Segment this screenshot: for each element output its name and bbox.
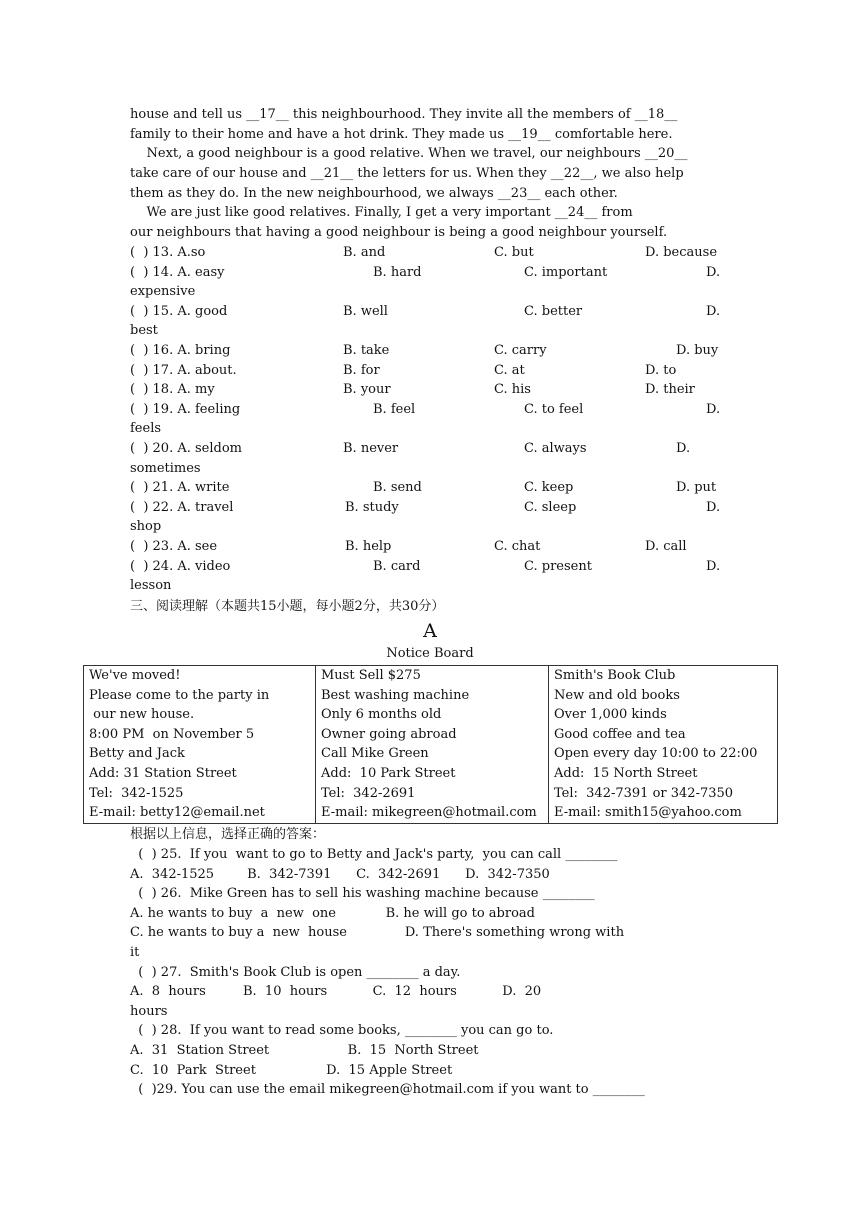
cloze-option-c: C. present [524,558,592,574]
passage-line: Next, a good neighbour is a good relative. When we travel, our neighbours __20__ [130,146,688,161]
cloze-question-option-a: ( ) 16. A. bring [130,343,231,358]
cloze-option-c: C. at [494,362,525,378]
cloze-question-option-a: ( ) 19. A. feeling [130,401,241,417]
question-line: A. he wants to buy a new one B. he will go to abroad [130,905,535,921]
cloze-option-d: D. because [645,245,718,260]
notice-line: Add: 15 North Street [554,765,698,781]
cloze-option-c: C. better [524,303,583,319]
cloze-option-d: D. buy [676,343,719,358]
cloze-option-c: C. carry [494,343,547,358]
question-line: A. 342-1525 B. 342-7391 C. 342-2691 D. 342-7350 [130,866,550,882]
cloze-question-option-a: ( ) 24. A. video [130,558,231,574]
notice-line: Please come to the party in [89,687,270,703]
cloze-option-b: B. for [343,362,380,378]
question-line: hours [130,1003,168,1019]
cloze-question-option-a: ( ) 14. A. easy [130,264,225,280]
question-line: ( )29. You can use the email mikegreen@hotmail.com if you want to ________ [130,1082,645,1098]
cloze-option-b: B. and [343,245,386,260]
cloze-option-d: D. to [645,362,677,378]
notice-line: Must Sell $275 [321,668,421,683]
cloze-option-d: D. put [676,480,717,496]
notice-line: Only 6 months old [321,707,442,723]
question-line: it [130,945,140,960]
cloze-option-b: B. study [345,499,399,515]
passage-line: them as they do. In the new neighbourhood, we always __23__ each other. [130,186,618,201]
cloze-option-c: C. always [524,441,587,456]
notice-board-title: Notice Board [386,646,474,661]
cloze-question-option-a: ( ) 18. A. my [130,382,215,398]
cloze-option-b: B. never [343,441,399,456]
passage-line: our neighbours that having a good neighbour is being a good neighbour yourself. [130,225,668,240]
passage-line: family to their home and have a hot drink. They made us __19__ comfortable here. [130,127,673,142]
cloze-option-d: D. call [645,539,687,554]
notice-board-table [83,665,778,824]
cloze-option-b: B. send [373,480,422,496]
notice-line: Call Mike Green [321,746,429,762]
cloze-option-c: C. important [524,264,608,280]
notice-line: Good coffee and tea [554,726,686,742]
cloze-option-b: B. well [343,303,388,319]
cloze-option-d-wrap: feels [130,421,162,437]
question-line: A. 31 Station Street B. 15 North Street [130,1043,479,1058]
instructions: 根据以上信息，选择正确的答案： [130,827,326,842]
question-line: C. 10 Park Street D. 15 Apple Street [130,1062,453,1078]
cloze-option-d: D. [706,303,721,319]
cloze-option-c: C. sleep [524,499,577,515]
cloze-question-option-a: ( ) 13. A.so [130,245,206,260]
cloze-question-option-a: ( ) 23. A. see [130,539,218,554]
question-line: ( ) 28. If you want to read some books, ________ you can go to. [130,1023,554,1039]
cloze-option-d: D. [706,401,721,417]
notice-line: New and old books [554,687,680,703]
notice-line: We've moved! [89,668,181,683]
notice-line: Smith's Book Club [554,668,676,683]
notice-line: Betty and Jack [89,746,185,762]
notice-line: Tel: 342-7391 or 342-7350 [554,785,734,801]
question-line: C. he wants to buy a new house D. There's something wrong with [130,925,625,941]
cloze-option-b: B. your [343,382,391,398]
cloze-option-d-wrap: best [130,323,158,339]
notice-washing-machine [316,666,549,824]
notice-email: E-mail: mikegreen@hotmail.com [321,805,537,821]
cloze-question-option-a: ( ) 22. A. travel [130,499,234,515]
notice-line: Over 1,000 kinds [554,707,667,723]
notice-email: E-mail: betty12@email.net [89,805,265,821]
question-line: ( ) 26. Mike Green has to sell his washing machine because ________ [130,886,595,902]
cloze-option-d-wrap: expensive [130,284,196,300]
cloze-question-option-a: ( ) 20. A. seldom [130,441,242,456]
cloze-option-d-wrap: shop [130,519,162,535]
cloze-option-c: C. to feel [524,401,584,417]
cloze-option-c: C. chat [494,539,541,554]
notice-line: Open every day 10:00 to 22:00 [554,746,758,762]
notice-line: Tel: 342-1525 [89,785,184,801]
cloze-option-b: B. help [345,539,392,554]
passage-line: We are just like good relatives. Finally, I get a very important __24__ from [130,205,633,220]
notice-line: our new house. [89,707,195,723]
passage-line: house and tell us __17__ this neighbourhood. They invite all the members of __18__ [130,107,678,122]
cloze-option-d: D. [676,441,691,456]
cloze-option-d: D. [706,558,721,574]
notice-line: Best washing machine [321,687,470,703]
cloze-option-d-wrap: lesson [130,578,172,594]
cloze-option-c: C. keep [524,480,574,496]
cloze-option-b: B. card [373,558,421,574]
cloze-option-b: B. take [343,343,390,358]
cloze-option-c: C. his [494,382,531,398]
cloze-question-option-a: ( ) 17. A. about. [130,362,237,378]
notice-email: E-mail: smith15@yahoo.com [554,805,742,821]
cloze-option-b: B. hard [373,264,422,280]
notice-party [84,666,316,824]
question-line: ( ) 25. If you want to go to Betty and Jack's party, you can call ________ [130,847,618,862]
cloze-option-d: D. their [645,382,695,398]
cloze-option-d-wrap: sometimes [130,460,201,476]
notice-line: Owner going abroad [321,726,457,742]
cloze-option-d: D. [706,499,721,515]
cloze-question-option-a: ( ) 21. A. write [130,480,230,496]
passage-line: take care of our house and __21__ the letters for us. When they __22__, we also help [130,166,684,181]
notice-line: 8:00 PM on November 5 [89,726,255,742]
notice-line: Tel: 342-2691 [321,785,416,801]
question-line: ( ) 27. Smith's Book Club is open ________ a day. [130,964,461,980]
cloze-option-c: C. but [494,245,534,260]
cloze-option-b: B. feel [373,401,416,417]
cloze-question-option-a: ( ) 15. A. good [130,303,228,319]
cloze-option-d: D. [706,264,721,280]
question-line: A. 8 hours B. 10 hours C. 12 hours D. 20 [130,984,542,1000]
part-letter: A [423,620,437,642]
notice-line: Add: 31 Station Street [89,765,237,781]
section-heading: 三、阅读理解（本题共15小题，每小题2分，共30分） [130,599,445,614]
notice-line: Add: 10 Park Street [321,765,456,781]
notice-book-club [549,666,778,824]
